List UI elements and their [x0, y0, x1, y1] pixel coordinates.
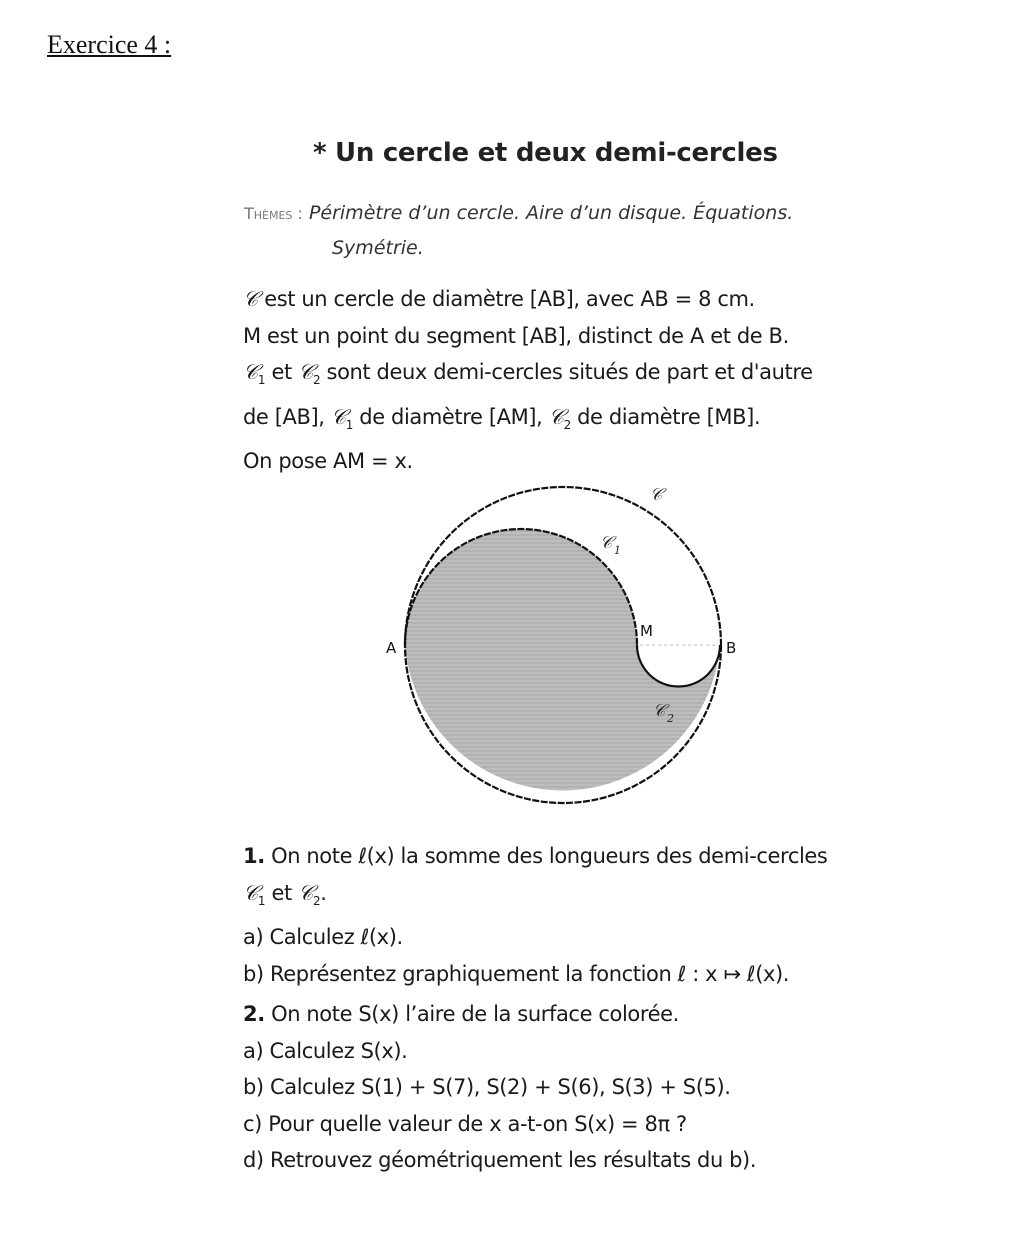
themes-value: Périmètre d’un cercle. Aire d’un disque. Équations.	[302, 202, 794, 224]
statement-line-5: On pose AM = x.	[243, 449, 413, 474]
c1-symbol: 𝒞	[330, 404, 346, 429]
statement-line-3	[243, 354, 903, 399]
statement-line-2: M est un point du segment [AB], distinct de A et de B.	[243, 323, 789, 348]
problem-statement	[243, 281, 903, 480]
themes-label: Thèmes :	[244, 204, 303, 223]
question-1-line-2	[243, 875, 923, 920]
shaded-surface	[405, 529, 720, 790]
c2-subscript: 2	[563, 417, 571, 432]
label-b: B	[726, 639, 737, 657]
exercise-title: Exercice 4 :	[47, 30, 172, 59]
c1-symbol: 𝒞	[243, 880, 258, 905]
c2-subscript: 2	[313, 373, 321, 388]
question-2	[243, 996, 923, 1033]
statement-line-1	[243, 281, 903, 318]
themes-line-2: Symétrie.	[332, 237, 424, 259]
question-2-text: On note S(x) l’aire de la surface colorée.	[264, 1002, 679, 1027]
statement-text: de [AB],	[243, 404, 331, 429]
question-2a: a) Calculez S(x).	[243, 1038, 408, 1063]
c1-symbol: 𝒞	[243, 360, 258, 384]
label-c1-sub: 1	[614, 544, 621, 557]
question-1-text: On note ℓ(x) la somme des longueurs des demi-cercles	[264, 844, 828, 868]
question-1	[243, 838, 923, 875]
question-1-number: 1.	[243, 844, 265, 868]
c1-subscript: 1	[257, 373, 266, 388]
question-1b: b) Représentez graphiquement la fonction ℓ : x ↦ ℓ(x).	[243, 961, 790, 986]
c2-symbol: 𝒞	[298, 880, 313, 905]
question-2c: c) Pour quelle valeur de x a-t-on S(x) = 8π ?	[243, 1111, 687, 1136]
label-a: A	[386, 639, 397, 657]
statement-text: de diamètre [AM],	[353, 404, 549, 429]
c2-symbol: 𝒞	[548, 404, 564, 429]
questions	[243, 838, 923, 1179]
label-m: M	[640, 622, 653, 640]
question-text: et	[265, 880, 299, 905]
question-2-number: 2.	[243, 1002, 265, 1027]
c2-subscript: 2	[313, 893, 321, 908]
statement-line-4	[243, 399, 903, 444]
statement-text: sont deux demi-cercles situés de part et d'autre	[320, 360, 813, 384]
c2-symbol: 𝒞	[298, 360, 313, 384]
themes	[244, 196, 793, 265]
label-c: 𝒞	[650, 485, 663, 505]
statement-text: et	[265, 360, 299, 384]
question-1a: a) Calculez ℓ(x).	[243, 925, 403, 950]
statement-text: de diamètre [MB].	[570, 404, 761, 429]
figure-svg	[370, 470, 750, 830]
statement-text: est un cercle de diamètre [AB], avec AB = 8 cm.	[257, 287, 755, 311]
circle-symbol: 𝒞	[243, 287, 258, 311]
geometry-figure	[370, 470, 750, 830]
c1-subscript: 1	[257, 893, 266, 908]
c1-subscript: 1	[345, 417, 354, 432]
themes-line-1	[244, 196, 793, 231]
question-2b: b) Calculez S(1) + S(7), S(2) + S(6), S(3) + S(5).	[243, 1075, 731, 1100]
question-2d: d) Retrouvez géométriquement les résultats du b).	[243, 1148, 757, 1173]
label-c1: 𝒞	[600, 533, 613, 553]
question-text: .	[320, 880, 327, 905]
section-title: * Un cercle et deux demi-cercles	[313, 138, 778, 168]
label-c2-sub: 2	[667, 712, 674, 725]
label-c2: 𝒞	[653, 701, 666, 721]
